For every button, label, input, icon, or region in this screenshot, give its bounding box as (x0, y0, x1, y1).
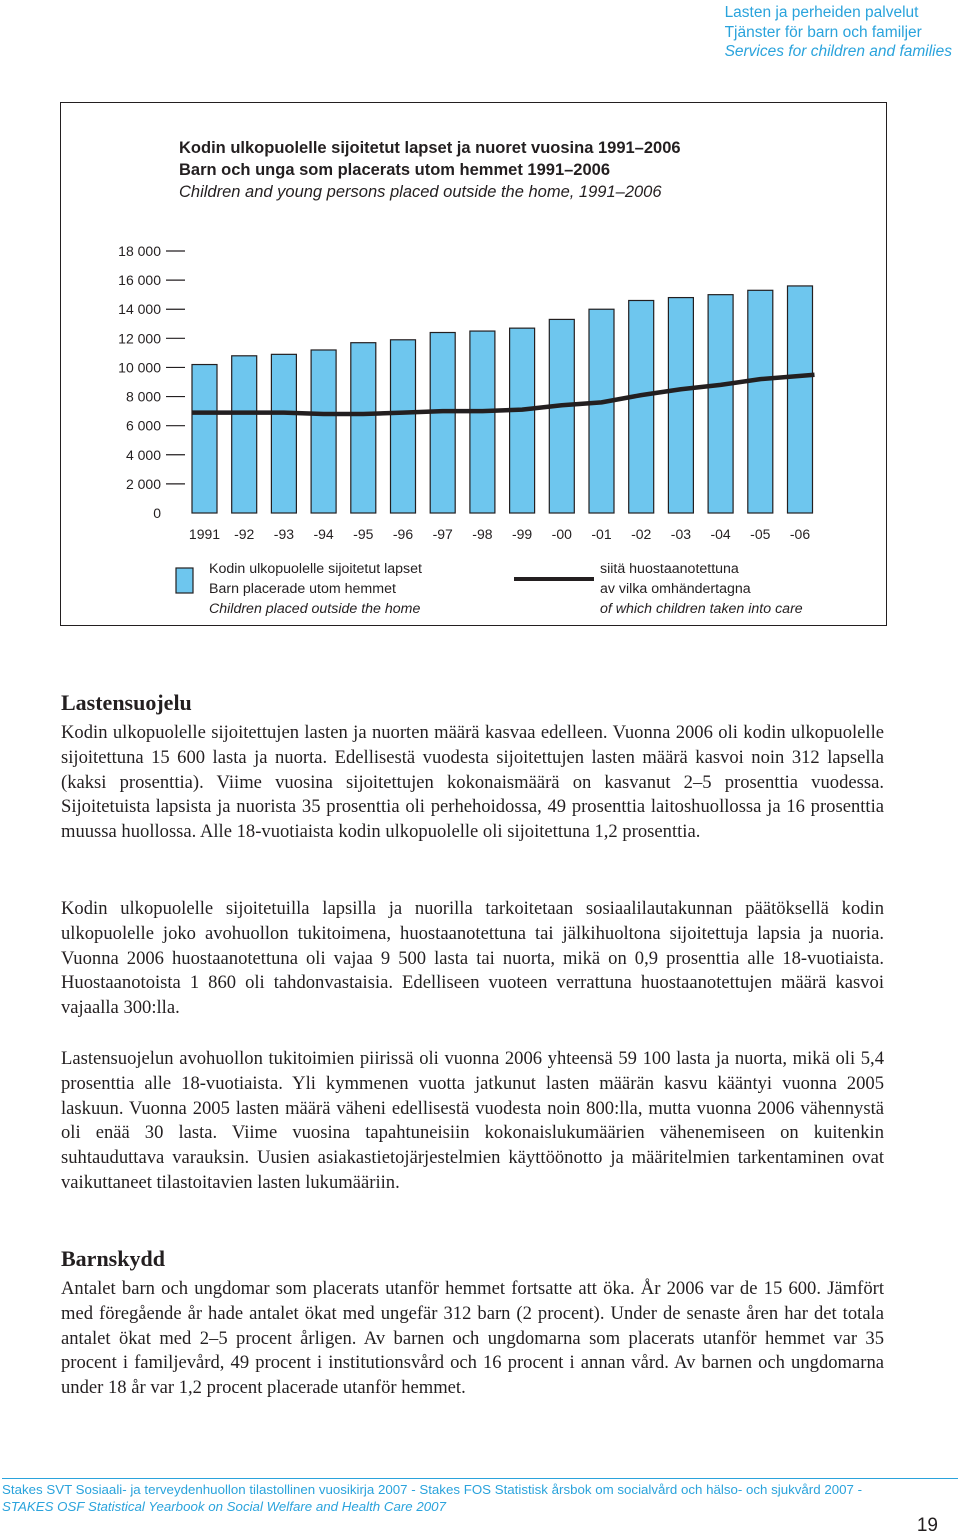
legend-bars-en: Children placed outside the home (209, 601, 421, 617)
paragraph: Kodin ulkopuolelle sijoitetuilla lapsilla ja nuorilla tarkoitetaan sosiaalilautakunnan päätöksellä kodin ulkopuolelle joko avohuollon tukitoimena, huostaanotettuna tai jälkihuoltona sijoitettuja lapsia ja nuoria. Vuonna 2006 huostaanotettuna oli vajaa 9 500 lasta tai nuorta, mikä on 0,9 prosenttia alle 18-vuotiaista. Huostaanotoista 1 860 oli tahdonvastaisia. Edelliseen vuoteen verrattuna huostaanotettujen määrä kasvoi vajaalla 300:lla. (61, 898, 884, 1019)
x-tick-label: -02 (631, 526, 652, 542)
legend-bars-sv: Barn placerade utom hemmet (209, 581, 396, 597)
bar (668, 298, 693, 513)
y-tick-label: 0 (153, 505, 161, 521)
x-tick-label: -97 (432, 526, 453, 542)
chart-box (60, 102, 887, 626)
chart-title-fi: Kodin ulkopuolelle sijoitetut lapset ja nuoret vuosina 1991–2006 (179, 139, 681, 157)
legend-line-swatch (514, 575, 594, 583)
header-line-sv: Tjänster för barn och familjer (724, 23, 922, 41)
y-tick-label: 6 000 (125, 417, 161, 434)
x-tick-label: -98 (472, 526, 493, 542)
y-tick-label: 16 000 (118, 272, 161, 289)
body-text-fi-2 (61, 897, 884, 1021)
x-tick-label: -92 (234, 526, 255, 542)
x-tick-label: -06 (789, 526, 811, 542)
body-text-fi-1 (61, 721, 884, 845)
x-tick-label: -93 (273, 526, 295, 542)
legend-line (600, 559, 803, 619)
section-heading-sv: Barnskydd (61, 1246, 165, 1271)
bar (192, 365, 217, 513)
bar (311, 350, 336, 513)
running-header (725, 3, 952, 62)
x-tick-label: 1991 (188, 526, 221, 542)
legend-line-fi: siitä huostaanotettuna (600, 561, 739, 577)
bar-line-chart (61, 233, 886, 542)
bar (470, 331, 495, 513)
x-tick-label: -99 (511, 526, 533, 542)
bar (549, 319, 574, 513)
x-tick-label: -05 (750, 526, 771, 542)
body-text-fi-3 (61, 1047, 884, 1196)
footer (2, 1478, 958, 1515)
bar (748, 290, 773, 513)
y-tick-label: 2 000 (125, 475, 161, 492)
x-tick-label: -01 (591, 526, 612, 542)
x-tick-label: -03 (670, 526, 692, 542)
legend-bars (209, 559, 422, 619)
bar (232, 356, 257, 513)
x-tick-label: -04 (710, 526, 731, 542)
legend-line-en: of which children taken into care (600, 601, 803, 617)
legend-bars-fi: Kodin ulkopuolelle sijoitetut lapset (209, 561, 422, 577)
bar (510, 328, 535, 513)
bar (788, 286, 813, 513)
bar (271, 354, 296, 513)
header-line-fi: Lasten ja perheiden palvelut (724, 4, 919, 21)
legend-line-sv: av vilka omhändertagna (600, 581, 751, 597)
x-tick-label: -96 (392, 526, 414, 542)
y-tick-label: 14 000 (118, 301, 161, 318)
x-tick-label: -00 (551, 526, 572, 542)
body-text-sv-1 (61, 1277, 884, 1401)
paragraph: Antalet barn och ungdomar som placerats utanför hemmet fortsatte att öka. År 2006 var de 15 600. Jämfört med föregående år hade antalet ökat med ungefär 312 barn (2 procent). Under de senaste åren har det totala antalet ökat med 2–5 procent årligen. Av barnen och ungdomarna som placerats utanför hemmet var 35 procent i familjevård, 49 procent i institutionsvård och 16 procent i annan vård. Av barnen och ungdomarna under 18 år var 1,2 procent placerade utanför hemmet. (61, 1278, 884, 1399)
bar (351, 343, 376, 513)
y-tick-label: 4 000 (125, 446, 161, 463)
page-number: 19 (916, 1515, 938, 1536)
y-tick-label: 12 000 (118, 330, 161, 347)
legend-bar-swatch (175, 567, 195, 595)
bar (430, 333, 455, 513)
y-tick-label: 10 000 (118, 359, 161, 376)
section-heading-fi: Lastensuojelu (61, 690, 192, 715)
bar (629, 300, 654, 513)
footer-line-2: STAKES OSF Statistical Yearbook on Social Welfare and Health Care 2007 (2, 1499, 446, 1514)
x-tick-label: -94 (313, 526, 334, 542)
chart-title-en: Children and young persons placed outside the home, 1991–2006 (179, 183, 662, 201)
bar (391, 340, 416, 513)
y-tick-label: 8 000 (125, 388, 161, 405)
chart-title (179, 137, 681, 203)
header-line-en: Services for children and families (724, 43, 952, 60)
x-tick-label: -95 (353, 526, 374, 542)
bar (708, 295, 733, 513)
bar (589, 309, 614, 513)
chart-title-sv: Barn och unga som placerats utom hemmet 1991–2006 (179, 161, 610, 179)
y-tick-label: 18 000 (118, 243, 161, 259)
paragraph: Kodin ulkopuolelle sijoitettujen lasten ja nuorten määrä kasvaa edelleen. Vuonna 2006 oli kodin ulkopuolelle sijoitettuna 15 600 lasta ja nuorta. Edellisestä vuodesta sijoitettujen lasten määrä kasvoi noin 312 lapsella (kaksi prosenttia). Viime vuosina sijoitettujen kokonaismäärä on kasvanut 2–5 prosenttia vuodessa. Sijoitetuista lapsista ja nuorista 35 prosenttia oli perhehoidossa, 49 prosenttia laitoshuollossa ja 16 prosenttia muussa huollossa. Alle 18-vuotiaista kodin ulkopuolelle oli sijoitettuna 1,2 prosenttia. (61, 722, 884, 843)
footer-line-1: Stakes SVT Sosiaali- ja terveydenhuollon tilastollinen vuosikirja 2007 - Stakes FOS Statistisk årsbok om socialvård och hälso- och sjukvård 2007 - (2, 1482, 863, 1497)
paragraph: Lastensuojelun avohuollon tukitoimien piirissä oli vuonna 2006 yhteensä 59 100 lasta ja nuorta, mikä oli 5,4 prosenttia alle 18-vuotiaista. Yli kymmenen vuotta jatkunut lasten määrän kasvu kääntyi vuonna 2005 laskuun. Vuonna 2005 lasten määrä väheni edellisestä vuodesta noin 800:lla, mutta vuonna 2006 vähennystä oli enää 30 lasta. Viime vuosina tapahtuneisiin kokonaislukumäärien vähenemiseen on kuitenkin suhtauduttava varauksin. Uusien asiakastietojärjestelmien käyttöönotto ja määritelmien tarkentaminen ovat vaikuttaneet tilastoitavien lasten lukumääriin. (61, 1048, 884, 1193)
